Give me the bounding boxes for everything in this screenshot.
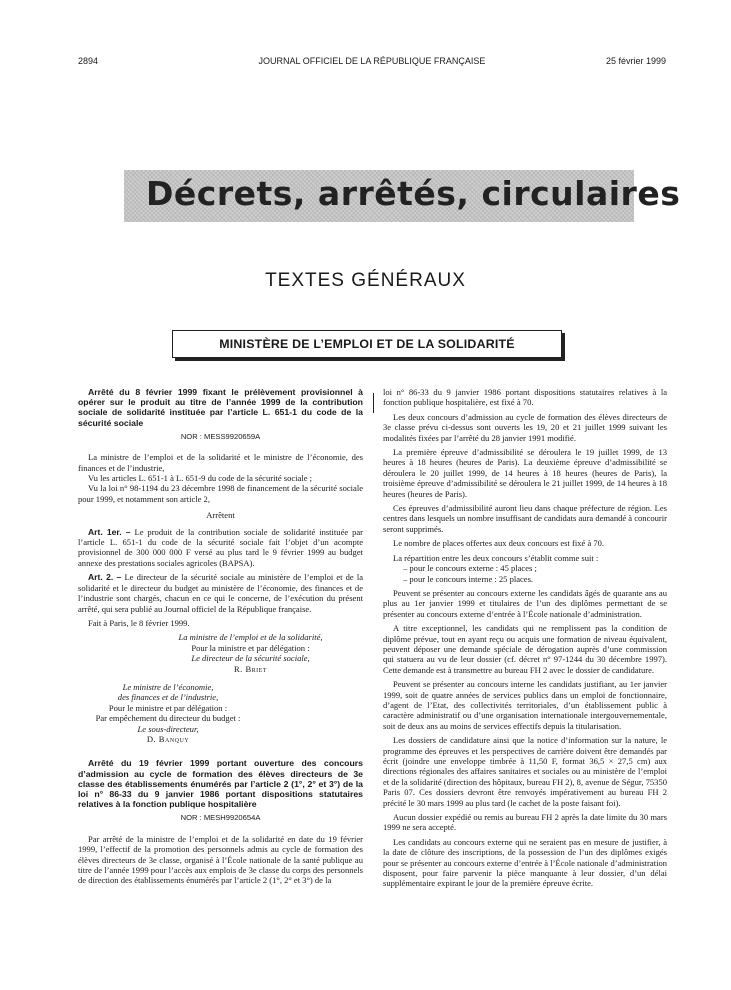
column-marker <box>373 393 374 413</box>
signature-line: Par empêchement du directeur du budget : <box>95 713 241 724</box>
article-label: Art. 2. – <box>88 572 122 583</box>
signature-line: Pour la ministre et par délégation : <box>191 642 310 653</box>
paragraph: Vu les articles L. 651-1 à L. 651-9 du code de la sécurité sociale ; <box>88 473 313 484</box>
page-number: 2894 <box>78 56 99 66</box>
article-label: Art. 1er. – <box>88 526 131 537</box>
paragraph: loi n° 86-33 du 9 janvier 1986 portant dispositions statutaires relatives à la fonction publique hospitalière, est fixé à 70. <box>383 387 667 408</box>
signature-line: Le directeur de la sécurité sociale, <box>191 653 310 664</box>
signature-line: Pour le ministre et par délégation : <box>108 702 228 713</box>
paragraph: Les dossiers de candidature ainsi que la notice d’information sur la nature, le programme des épreuves et les perspectives de carrière doivent être demandés par écrit (joindre une enveloppe timbrée à 11,50 F, format 36,5 × 27,5 cm) aux directions régionales des affaires sanitaires et sociales ou au ministère de l’emploi et de la solidarité (direction des hôpitaux, bureau FH 2), 8, avenue de Ségur, 75350 Paris 07. Ces dossiers devront être renvoyés impérativement au bureau FH 2 précité le 30 mars 1999 au plus tard (le cachet de la poste faisant foi). <box>383 735 668 808</box>
paragraph: Par arrêté de la ministre de l’emploi et de la solidarité en date du 19 février 1999, l’effectif de la promotion des personnels admis au cycle de formation des élèves directeurs de 3e classe, organisé à l’École nationale de la santé publique au titre de l’année 1999 pour l’accès aux emplois de 3e classe du corps des personnels de direction des établissements énumérés par l’article 2 (1°, 2° et 3°) de la <box>78 833 363 886</box>
right-column <box>383 387 667 889</box>
paragraph: Le nombre de places offertes aux deux concours est fixé à 70. <box>393 538 605 549</box>
signature-date: Fait à Paris, le 8 février 1999. <box>88 617 190 628</box>
decree-1-nor: NOR : MESS9920659A <box>180 431 261 441</box>
signature-block-1 <box>78 632 363 674</box>
signature-name: R. Briet <box>233 663 267 674</box>
signature-line: La ministre de l’emploi et de la solidarité, <box>178 632 323 643</box>
ministry-title: MINISTÈRE DE L’EMPLOI ET DE LA SOLIDARITÉ <box>219 337 515 351</box>
signature-line: Le sous-directeur, <box>137 723 199 734</box>
paragraph: A titre exceptionnel, les candidats qui ne remplissent pas la condition de diplôme prévue, tout en ayant reçu ou acquis une formation de niveau équivalent, peuvent déposer une demande spéciale de dérogation auprès d’une commission qui statuera au vu de leur dossier (cf. décret n° 97-1244 du 30 décembre 1997). Cette demande est à transmettre au bureau FH 2 avec le dossier de candidature. <box>383 623 667 675</box>
list-item: – pour le concours interne : 25 places. <box>403 573 534 584</box>
signature-block-2 <box>78 682 258 744</box>
paragraph: La répartition entre les deux concours s’établit comme suit : <box>393 552 599 563</box>
journal-title: JOURNAL OFFICIEL DE LA RÉPUBLIQUE FRANÇAISE <box>258 56 486 66</box>
signature-line: des finances et de l’industrie, <box>117 692 219 703</box>
list-item: – pour le concours externe : 45 places ; <box>403 563 537 574</box>
article-text: Le produit de la contribution sociale de solidarité instituée par l’article L. 651-1 du code de la sécurité sociale fait l’objet d’un acompte provisionnel de 300 000 000 F versé au plus tard le 9 février 1999 au budget annexe des prestations sociales agricoles (BAPSA). <box>78 526 364 568</box>
paragraph: Les deux concours d’admission au cycle de formation des élèves directeurs de 3e classe prévu ci-dessus sont ouverts les 19, 20 et 21 juillet 1999 suivant les modalités fixées par l’arrêté du 28 janvier 1991 modifié. <box>383 411 667 443</box>
article-1 <box>78 527 363 569</box>
article-text: Le directeur de la sécurité sociale au ministère de l’emploi et de la solidarité et le directeur du budget au ministère de l’économie, des finances et de l’industrie sont chargés, chacun en ce qui le concerne, de l’exécution du présent arrêté, qui sera publié au Journal officiel de la République française. <box>78 572 364 614</box>
signature-line: Le ministre de l’économie, <box>122 681 214 692</box>
paragraph: Peuvent se présenter au concours externe les candidats âgés de quarante ans au plus au 1er janvier 1999 et titulaires de l’un des diplômes permettant de se présenter au concours externe d’entrée à l’École nationale d’administration. <box>383 587 667 619</box>
decree-2-title: Arrêté du 19 février 1999 portant ouverture des concours d’admission au cycle de formation des élèves directeurs de 3e classe des établissements énumérés par l’article 2 (1°, 2° et 3°) de la loi n° 86-33 du 9 janvier 1986 portant dispositions statutaires relatives à la fonction publique hospitalière <box>78 758 363 810</box>
article-2 <box>78 572 363 614</box>
ministry-box <box>172 330 562 358</box>
issue-date: 25 février 1999 <box>605 56 666 66</box>
page-header <box>78 56 666 70</box>
paragraph: La ministre de l’emploi et de la solidarité et le ministre de l’économie, des finances et de l’industrie, <box>78 452 363 473</box>
banner-title: Décrets, arrêtés, circulaires <box>146 174 681 213</box>
paragraph: La première épreuve d’admissibilité se déroulera le 19 juillet 1999, de 13 heures à 18 heures (heures de Paris). La deuxième épreuve d’admissibilité se déroulera le 20 juillet 1999, de 14 heures à 18 heures (heures de Paris), la troisième épreuve d’admissibilité se déroulera le 21 juillet 1999, de 14 heures à 18 heures (heures de Paris). <box>383 447 667 499</box>
section-heading: TEXTES GÉNÉRAUX <box>265 270 466 291</box>
signature-name: D. Banquy <box>146 733 190 744</box>
left-column <box>78 387 363 886</box>
decree-2-nor: NOR : MESH9920654A <box>180 813 261 823</box>
paragraph: Aucun dossier expédié ou remis au bureau FH 2 après la date limite du 30 mars 1999 ne sera accepté. <box>383 812 667 833</box>
arretent: Arrêtent <box>206 510 235 521</box>
paragraph: Vu la loi n° 98-1194 du 23 décembre 1998 de financement de la sécurité sociale pour 1999, et notamment son article 2, <box>78 483 363 504</box>
section-banner <box>124 170 681 222</box>
decree-1-title: Arrêté du 8 février 1999 fixant le prélèvement provisionnel à opérer sur le produit au titre de l’année 1999 de la contribution sociale de solidarité instituée par l’article L. 651-1 du code de la sécurité sociale <box>78 387 363 428</box>
paragraph: Les candidats au concours externe qui ne seraient pas en mesure de justifier, à la date de clôture des inscriptions, de la possession de l’un des diplômes exigés pour se présenter au concours externe d’entrée à l’École nationale d’administration disposent, pour faire parvenir la pièce manquante à leur dossier, d’un délai supplémentaire expirant le jour de la première épreuve écrite. <box>383 836 667 889</box>
paragraph: Ces épreuves d’admissibilité auront lieu dans chaque préfecture de région. Les centres dans lesquels un nombre insuffisant de candidats aura demandé à concourir seront supprimés. <box>383 503 667 534</box>
paragraph: Peuvent se présenter au concours interne les candidats justifiant, au 1er janvier 1999, soit de quatre années de services publics dans un emploi de fonctionnaire, d’agent de l’Etat, des collectivités territoriales, d’un établissement public à caractère administratif ou d’une organisation internationale intergouvernementale, soit de deux ans au moins de services effectifs depuis la titularisation. <box>383 679 667 731</box>
